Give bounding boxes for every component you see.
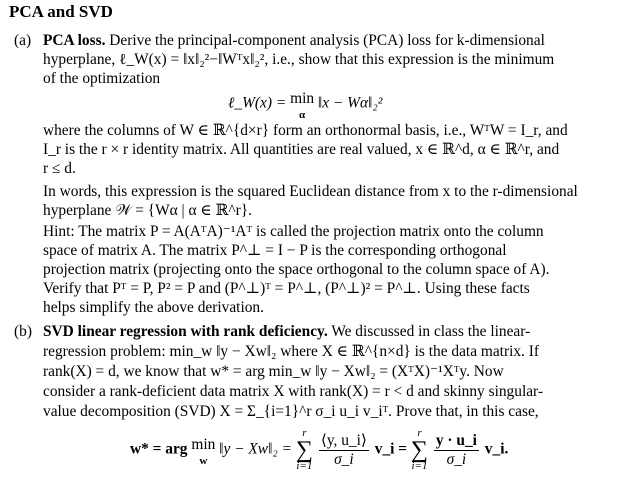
eq2-frac-2 [434, 432, 479, 469]
sum1-top: r [302, 427, 307, 439]
part-b-line-3: rank(X) = d, we know that w* = arg min_w ‖y − Xw‖₂ = (XᵀX)⁻¹Xᵀy. Now [43, 363, 504, 380]
eq-lhs: ℓ_W(x) = [228, 94, 287, 112]
sum2-bot: i=1 [411, 460, 428, 472]
svd-solution-equation [130, 428, 508, 472]
frac1-den: σ_i [334, 450, 354, 468]
eq2-term-2: v_i. [484, 440, 509, 458]
part-b-label: (b) [14, 323, 32, 340]
eq2-sum-2 [411, 428, 428, 472]
eq-min: min [290, 90, 315, 107]
part-a-text: Derive the principal-component analysis (PCA) loss for k-dimensional [109, 32, 545, 49]
part-a-where-3: r ≤ d. [43, 160, 76, 177]
eq2-term-1: v_i = [374, 440, 408, 458]
part-b-line-2: regression problem: min_w ‖y − Xw‖₂ where X ∈ ℝ^{n×d} is the data matrix. If [43, 343, 539, 360]
frac2-num: y · u_i [435, 431, 477, 449]
eq2-mid: ‖y − Xw‖₂ = [219, 440, 292, 458]
part-a-where-1: where the columns of W ∈ ℝ^{d×r} form an orthonormal basis, i.e., WᵀW = I_r, and [43, 122, 568, 139]
eq2-min: min [191, 436, 216, 453]
eq-min-under: α [299, 109, 306, 121]
sum2-top: r [417, 427, 422, 439]
part-a-line-2: hyperplane, ℓ_W(x) = ‖x‖₂²−‖Wᵀx‖₂², i.e., show that this expression is the minimum [43, 51, 555, 68]
sum1-bot: i=1 [296, 460, 313, 472]
section-title: PCA and SVD [9, 2, 113, 21]
eq2-lhs: w* = arg [130, 440, 188, 458]
part-a-words-2: hyperplane 𝒲 = {Wα | α ∈ ℝ^r}. [43, 202, 253, 219]
sum1-sigma-icon: ∑ [295, 437, 313, 463]
eq2-min-operator [191, 434, 215, 466]
part-a-heading: PCA loss. [43, 32, 106, 49]
eq2-frac-1 [319, 432, 369, 469]
sum2-sigma-icon: ∑ [410, 437, 429, 463]
part-b-heading: SVD linear regression with rank deficiency. [43, 323, 328, 340]
part-a-words-1: In words, this expression is the squared Euclidean distance from x to the r-dimensional [43, 183, 578, 200]
part-b-line-4: consider a rank-deficient data matrix X with rank(X) = r < d and skinny singular- [43, 383, 543, 400]
part-a-where-2: I_r is the r × r identity matrix. All quantities are real valued, x ∈ ℝ^d, α ∈ ℝ^r, and [43, 141, 560, 158]
pca-loss-equation [228, 88, 382, 120]
hint-line-3: projection matrix (projecting onto the space orthogonal to the column space of A). [43, 261, 550, 278]
part-b-line-5: value decomposition (SVD) X = Σ_{i=1}^r σ_i u_i v_iᵀ. Prove that, in this case, [43, 403, 539, 420]
part-b-text: We discussed in class the linear- [331, 323, 531, 340]
eq-rhs: ‖x − Wα‖₂² [317, 94, 383, 112]
frac1-num: ⟨y, u_i⟩ [320, 431, 367, 449]
part-a-line-3: of the optimization [43, 70, 161, 87]
eq2-min-under: w [199, 455, 208, 467]
hint-line-2: space of matrix A. The matrix P^⊥ = I − P is the corresponding orthogonal [43, 242, 507, 259]
part-a-line-1 [43, 31, 545, 50]
eq-min-operator [290, 88, 314, 120]
hint-line-4: Verify that Pᵀ = P, P² = P and (P^⊥)ᵀ = P^⊥, (P^⊥)² = P^⊥. Using these facts [43, 280, 530, 297]
hint-line-1: Hint: The matrix P = A(AᵀA)⁻¹Aᵀ is called the projection matrix onto the column [43, 223, 544, 240]
frac2-den: σ_i [446, 450, 467, 468]
hint-line-5: helps simplify the above derivation. [43, 299, 264, 316]
part-b-line-1 [43, 322, 530, 341]
part-a-label: (a) [14, 32, 32, 49]
eq2-sum-1 [296, 428, 313, 472]
